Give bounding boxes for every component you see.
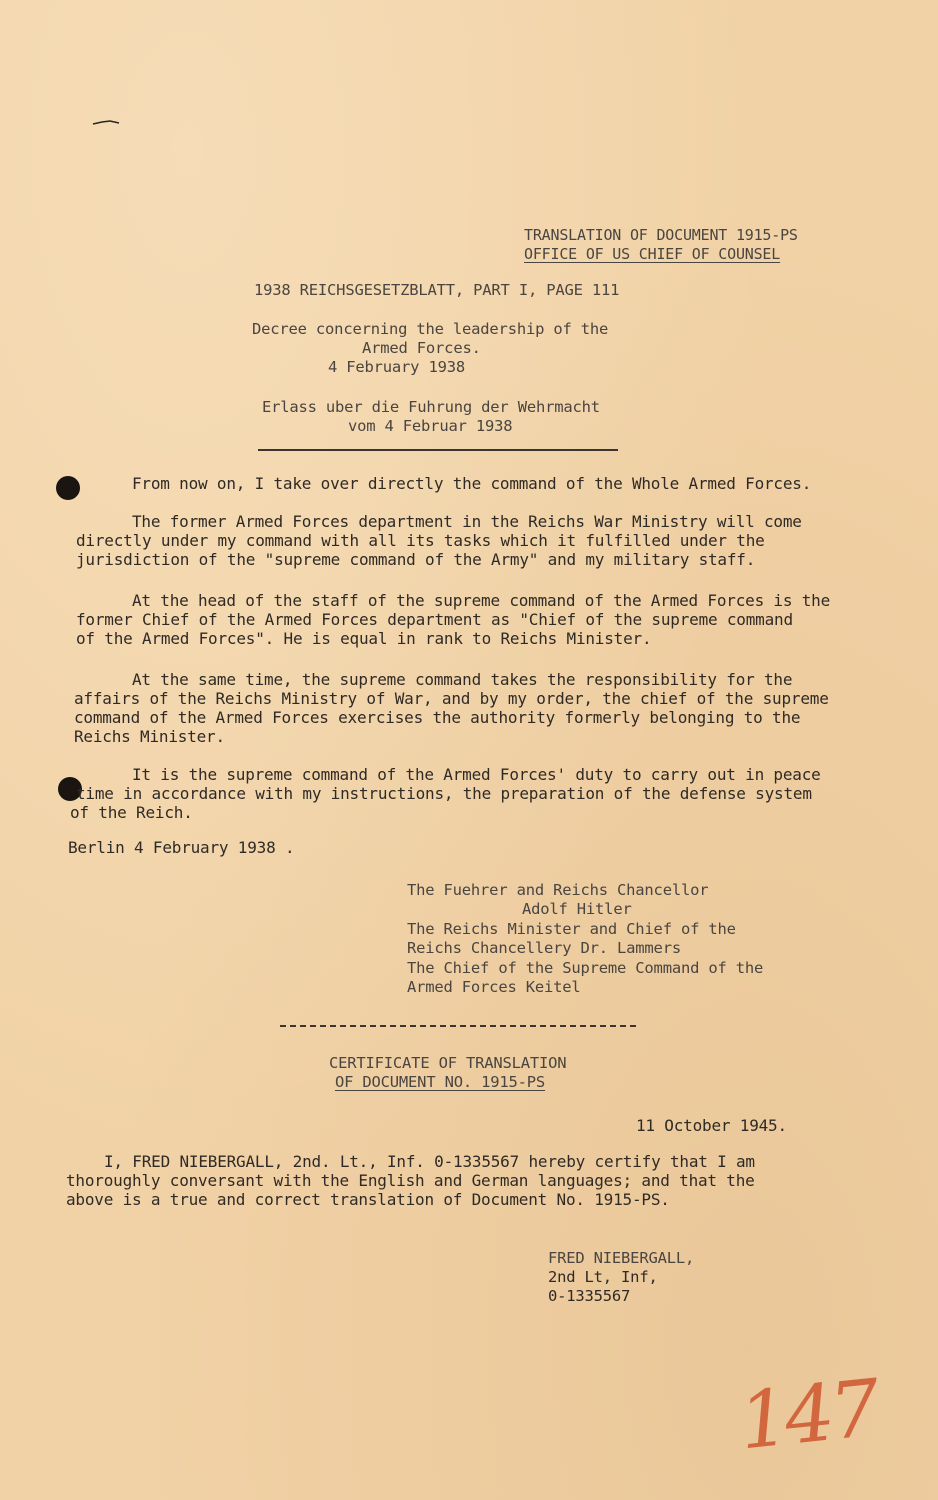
certificate-title-line2: OF DOCUMENT NO. 1915-PS	[335, 1073, 546, 1091]
signature-line: The Reichs Minister and Chief of the	[407, 920, 736, 938]
paragraph-5-line: time in accordance with my instructions, the preparation of the defense system	[76, 784, 812, 803]
paragraph-2-line: The former Armed Forces department in the Reichs War Ministry will come	[132, 512, 802, 531]
paragraph-4-line: affairs of the Reichs Ministry of War, and by my order, the chief of the supreme	[74, 689, 829, 708]
signature-line: Reichs Chancellery Dr. Lammers	[407, 939, 681, 957]
decree-title-line1: Decree concerning the leadership of the	[252, 320, 609, 338]
certifier-name: FRED NIEBERGALL,	[548, 1249, 695, 1267]
certifier-rank: 2nd Lt, Inf,	[548, 1268, 658, 1286]
paragraph-3-line: former Chief of the Armed Forces department as "Chief of the supreme command	[76, 610, 793, 629]
paragraph-5-line: of the Reich.	[70, 803, 193, 822]
paragraph-3-line: At the head of the staff of the supreme command of the Armed Forces is the	[132, 591, 831, 610]
handwritten-page-number: 147	[735, 1363, 881, 1468]
paragraph-4-line: Reichs Minister.	[74, 727, 225, 746]
certificate-text-line: above is a true and correct translation of Document No. 1915-PS.	[66, 1190, 670, 1209]
paragraph-3-line: of the Armed Forces". He is equal in rank to Reichs Minister.	[76, 629, 652, 648]
signature-line: The Chief of the Supreme Command of the	[407, 959, 764, 977]
signature-line: The Fuehrer and Reichs Chancellor	[407, 881, 709, 899]
certificate-date: 11 October 1945.	[636, 1116, 787, 1135]
german-title-line2: vom 4 Februar 1938	[348, 417, 513, 435]
certificate-title-line1: CERTIFICATE OF TRANSLATION	[329, 1054, 567, 1072]
signature-line: Adolf Hitler	[522, 900, 632, 918]
section-divider	[280, 1025, 636, 1027]
place-date: Berlin 4 February 1938 .	[68, 838, 295, 857]
decree-title-line2: Armed Forces.	[362, 339, 481, 357]
punch-hole	[56, 476, 80, 500]
paragraph-4-line: At the same time, the supreme command takes the responsibility for the	[132, 670, 793, 689]
certifier-serial: 0-1335567	[548, 1287, 631, 1305]
header-translation-line: TRANSLATION OF DOCUMENT 1915-PS	[524, 226, 798, 244]
pen-mark	[92, 117, 122, 127]
title-divider	[258, 449, 618, 451]
certificate-text-line: I, FRED NIEBERGALL, 2nd. Lt., Inf. 0-1335567 hereby certify that I am	[104, 1152, 755, 1171]
paragraph-2-line: directly under my command with all its tasks which it fulfilled under the	[76, 531, 765, 550]
source-citation: 1938 REICHSGESETZBLATT, PART I, PAGE 111	[254, 281, 620, 299]
paragraph-5-line: It is the supreme command of the Armed Forces' duty to carry out in peace	[132, 765, 821, 784]
paragraph-1-line: From now on, I take over directly the command of the Whole Armed Forces.	[132, 474, 812, 493]
certificate-text-line: thoroughly conversant with the English and German languages; and that the	[66, 1171, 755, 1190]
decree-date: 4 February 1938	[328, 358, 465, 376]
paragraph-4-line: command of the Armed Forces exercises the authority formerly belonging to the	[74, 708, 801, 727]
paragraph-2-line: jurisdiction of the "supreme command of the Army" and my military staff.	[76, 550, 756, 569]
signature-line: Armed Forces Keitel	[407, 978, 581, 996]
header-office-line: OFFICE OF US CHIEF OF COUNSEL	[524, 245, 781, 263]
german-title-line1: Erlass uber die Fuhrung der Wehrmacht	[262, 398, 600, 416]
